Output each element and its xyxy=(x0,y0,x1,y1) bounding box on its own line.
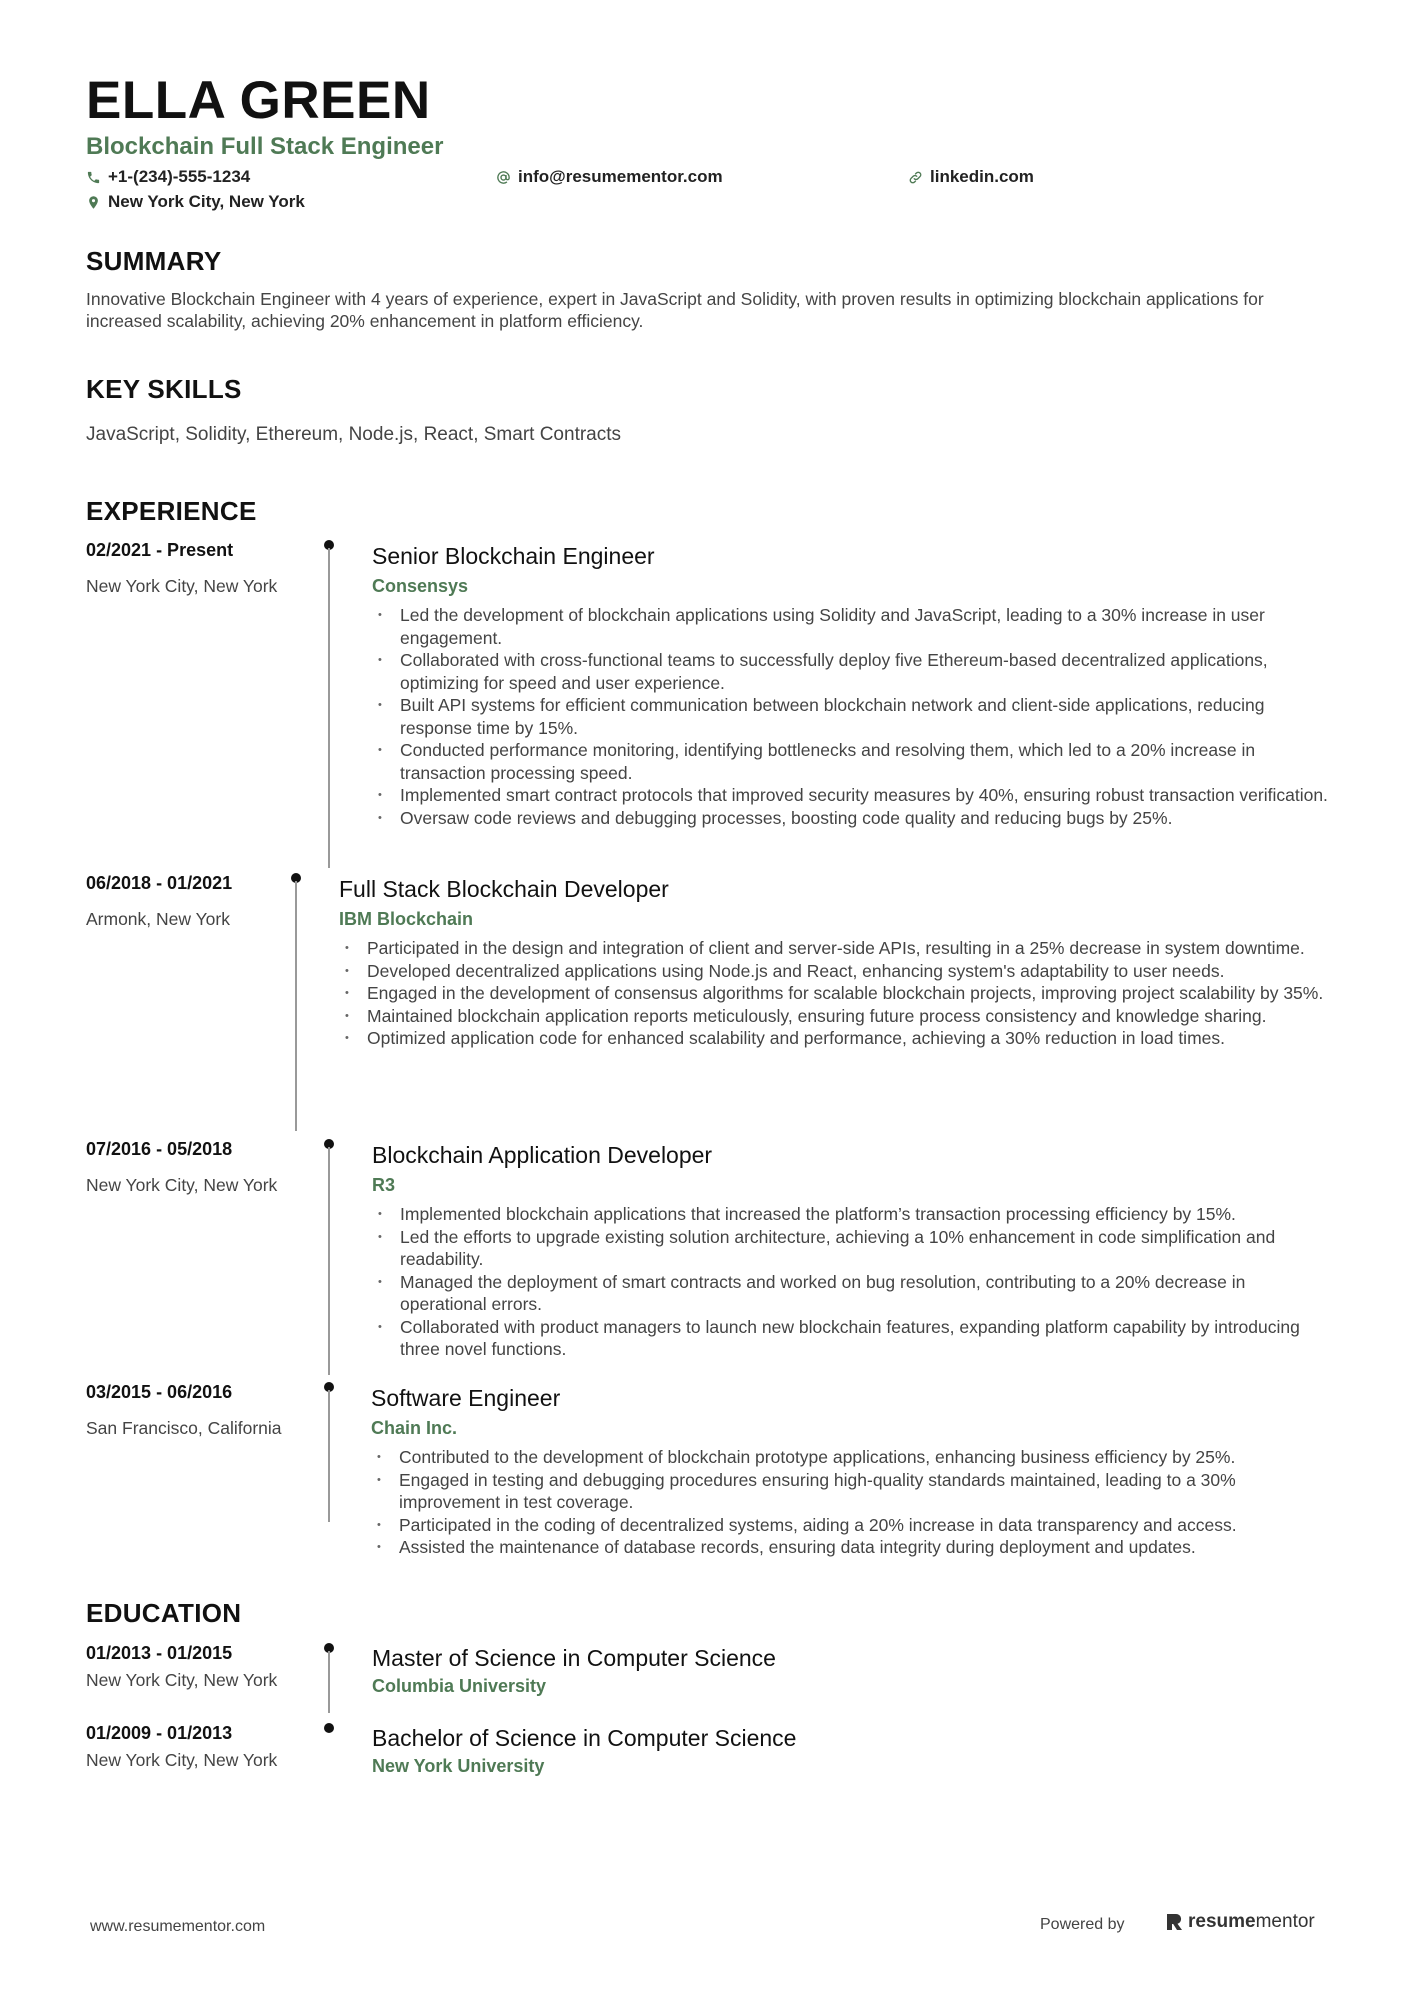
job-title: Software Engineer xyxy=(371,1385,561,1411)
resumementor-logo-icon xyxy=(1165,1912,1183,1932)
location-contact xyxy=(86,192,305,212)
phone-contact xyxy=(86,167,250,187)
entry-location: New York City, New York xyxy=(86,1175,278,1195)
achievement-item: • Implemented smart contract protocols that improved security measures by 40%, ensuring robust transaction verification. xyxy=(372,784,1334,807)
timeline-line xyxy=(328,548,330,868)
education-entry xyxy=(86,1723,1336,1793)
entry-date: 01/2009 - 01/2013 xyxy=(86,1723,233,1743)
summary-heading: SUMMARY xyxy=(86,246,222,276)
job-title: Senior Blockchain Engineer xyxy=(372,543,655,569)
education-entry xyxy=(86,1643,1336,1713)
phone-icon xyxy=(86,170,101,185)
footer-url[interactable]: www.resumementor.com xyxy=(90,1918,266,1935)
achievement-item: • Oversaw code reviews and debugging processes, boosting code quality and reducing bugs by 25%. xyxy=(372,807,1334,830)
degree-title: Master of Science in Computer Science xyxy=(372,1645,776,1671)
brand-logo[interactable] xyxy=(1165,1911,1315,1933)
school-name: Columbia University xyxy=(372,1676,547,1696)
timeline-line xyxy=(295,881,297,1131)
phone-text: +1-(234)-555-1234 xyxy=(108,167,251,186)
achievement-item: • Maintained blockchain application reports meticulously, ensuring future process consistency and knowledge sharing. xyxy=(339,1005,1339,1028)
degree-title: Bachelor of Science in Computer Science xyxy=(372,1725,797,1751)
achievement-item: • Engaged in the development of consensus algorithms for scalable blockchain projects, improving project scalability by 35%. xyxy=(339,982,1339,1005)
entry-location: San Francisco, California xyxy=(86,1418,282,1438)
brand-text: mentor xyxy=(1255,1911,1315,1932)
achievement-item: • Built API systems for efficient communication between blockchain network and client-side applications, reducing response time by 15%. xyxy=(372,694,1334,739)
achievement-item: • Led the efforts to upgrade existing solution architecture, achieving a 10% enhancement in code simplification and readability. xyxy=(372,1226,1334,1271)
achievement-item: • Implemented blockchain applications that increased the platform’s transaction processing efficiency by 15%. xyxy=(372,1203,1334,1226)
company-name: Consensys xyxy=(372,576,469,596)
timeline-line xyxy=(328,1651,330,1713)
achievement-item: • Led the development of blockchain applications using Solidity and JavaScript, leading to a 30% increase in user engagement. xyxy=(372,604,1334,649)
achievement-list xyxy=(371,1446,1333,1559)
entry-location: Armonk, New York xyxy=(86,909,230,929)
timeline-dot xyxy=(324,1723,334,1733)
achievement-item: • Collaborated with cross-functional teams to successfully deploy five Ethereum-based decentralized applications, optimizing for speed and user experience. xyxy=(372,649,1334,694)
entry-location: New York City, New York xyxy=(86,576,278,596)
achievement-item: • Developed decentralized applications using Node.js and React, enhancing system's adaptability to user needs. xyxy=(339,960,1339,983)
achievement-item: • Conducted performance monitoring, identifying bottlenecks and resolving them, which led to a 20% increase in transaction processing speed. xyxy=(372,739,1334,784)
company-name: IBM Blockchain xyxy=(339,909,474,929)
company-name: Chain Inc. xyxy=(371,1418,458,1438)
achievement-list xyxy=(372,604,1334,829)
experience-entry xyxy=(86,540,1336,866)
achievement-item: • Participated in the coding of decentralized systems, aiding a 20% increase in data transparency and access. xyxy=(371,1514,1333,1537)
job-title: Blockchain Application Developer xyxy=(372,1142,713,1168)
achievement-item: • Optimized application code for enhanced scalability and performance, achieving a 30% reduction in load times. xyxy=(339,1027,1339,1050)
timeline-line xyxy=(328,1147,330,1375)
candidate-role: Blockchain Full Stack Engineer xyxy=(86,133,444,160)
entry-date: 01/2013 - 01/2015 xyxy=(86,1643,233,1663)
linkedin-text: linkedin.com xyxy=(930,167,1034,186)
achievement-item: • Contributed to the development of blockchain prototype applications, enhancing business efficiency by 25%. xyxy=(371,1446,1333,1469)
job-title: Full Stack Blockchain Developer xyxy=(339,876,669,902)
powered-by-label: Powered by xyxy=(1040,1916,1125,1933)
location-text: New York City, New York xyxy=(108,192,305,211)
candidate-name: ELLA GREEN xyxy=(86,71,431,130)
experience-entry xyxy=(86,1382,1336,1568)
achievement-item: • Managed the deployment of smart contracts and worked on bug resolution, contributing to a 20% decrease in operational errors. xyxy=(372,1271,1334,1316)
entry-date: 06/2018 - 01/2021 xyxy=(86,873,233,893)
entry-date: 02/2021 - Present xyxy=(86,540,234,560)
company-name: R3 xyxy=(372,1175,396,1195)
email-text: info@resumementor.com xyxy=(518,167,723,186)
skills-text: JavaScript, Solidity, Ethereum, Node.js, React, Smart Contracts xyxy=(86,424,622,445)
entry-date: 07/2016 - 05/2018 xyxy=(86,1139,233,1159)
entry-location: New York City, New York xyxy=(86,1750,278,1770)
school-name: New York University xyxy=(372,1756,545,1776)
achievement-item: • Collaborated with product managers to launch new blockchain features, expanding platform capability by introducing three novel functions. xyxy=(372,1316,1334,1361)
email-contact[interactable] xyxy=(496,167,723,187)
link-icon xyxy=(908,170,923,185)
achievement-item: • Assisted the maintenance of database records, ensuring data integrity during deployment and updates. xyxy=(371,1536,1333,1559)
achievement-item: • Participated in the design and integration of client and server-side APIs, resulting in a 25% decrease in system downtime. xyxy=(339,937,1339,960)
experience-entry xyxy=(86,873,1336,1129)
brand-bold-text: resume xyxy=(1188,1911,1256,1932)
summary-text: Innovative Blockchain Engineer with 4 years of experience, expert in JavaScript and Solidity, with proven results in optimizing blockchain applications for increased scalability, achieving 20% enhancement in platform efficiency. xyxy=(86,289,1264,331)
experience-heading: EXPERIENCE xyxy=(86,496,257,526)
entry-date: 03/2015 - 06/2016 xyxy=(86,1382,233,1402)
location-pin-icon xyxy=(86,195,101,210)
experience-entry xyxy=(86,1139,1336,1375)
at-icon xyxy=(496,170,511,185)
linkedin-contact[interactable] xyxy=(908,167,1034,187)
achievement-list xyxy=(339,937,1339,1050)
achievement-item: • Engaged in testing and debugging procedures ensuring high-quality standards maintained, leading to a 30% improvement in test coverage. xyxy=(371,1469,1333,1514)
achievement-list xyxy=(372,1203,1334,1361)
timeline-line xyxy=(328,1390,330,1522)
skills-heading: KEY SKILLS xyxy=(86,374,242,404)
entry-location: New York City, New York xyxy=(86,1670,278,1690)
education-heading: EDUCATION xyxy=(86,1598,242,1628)
